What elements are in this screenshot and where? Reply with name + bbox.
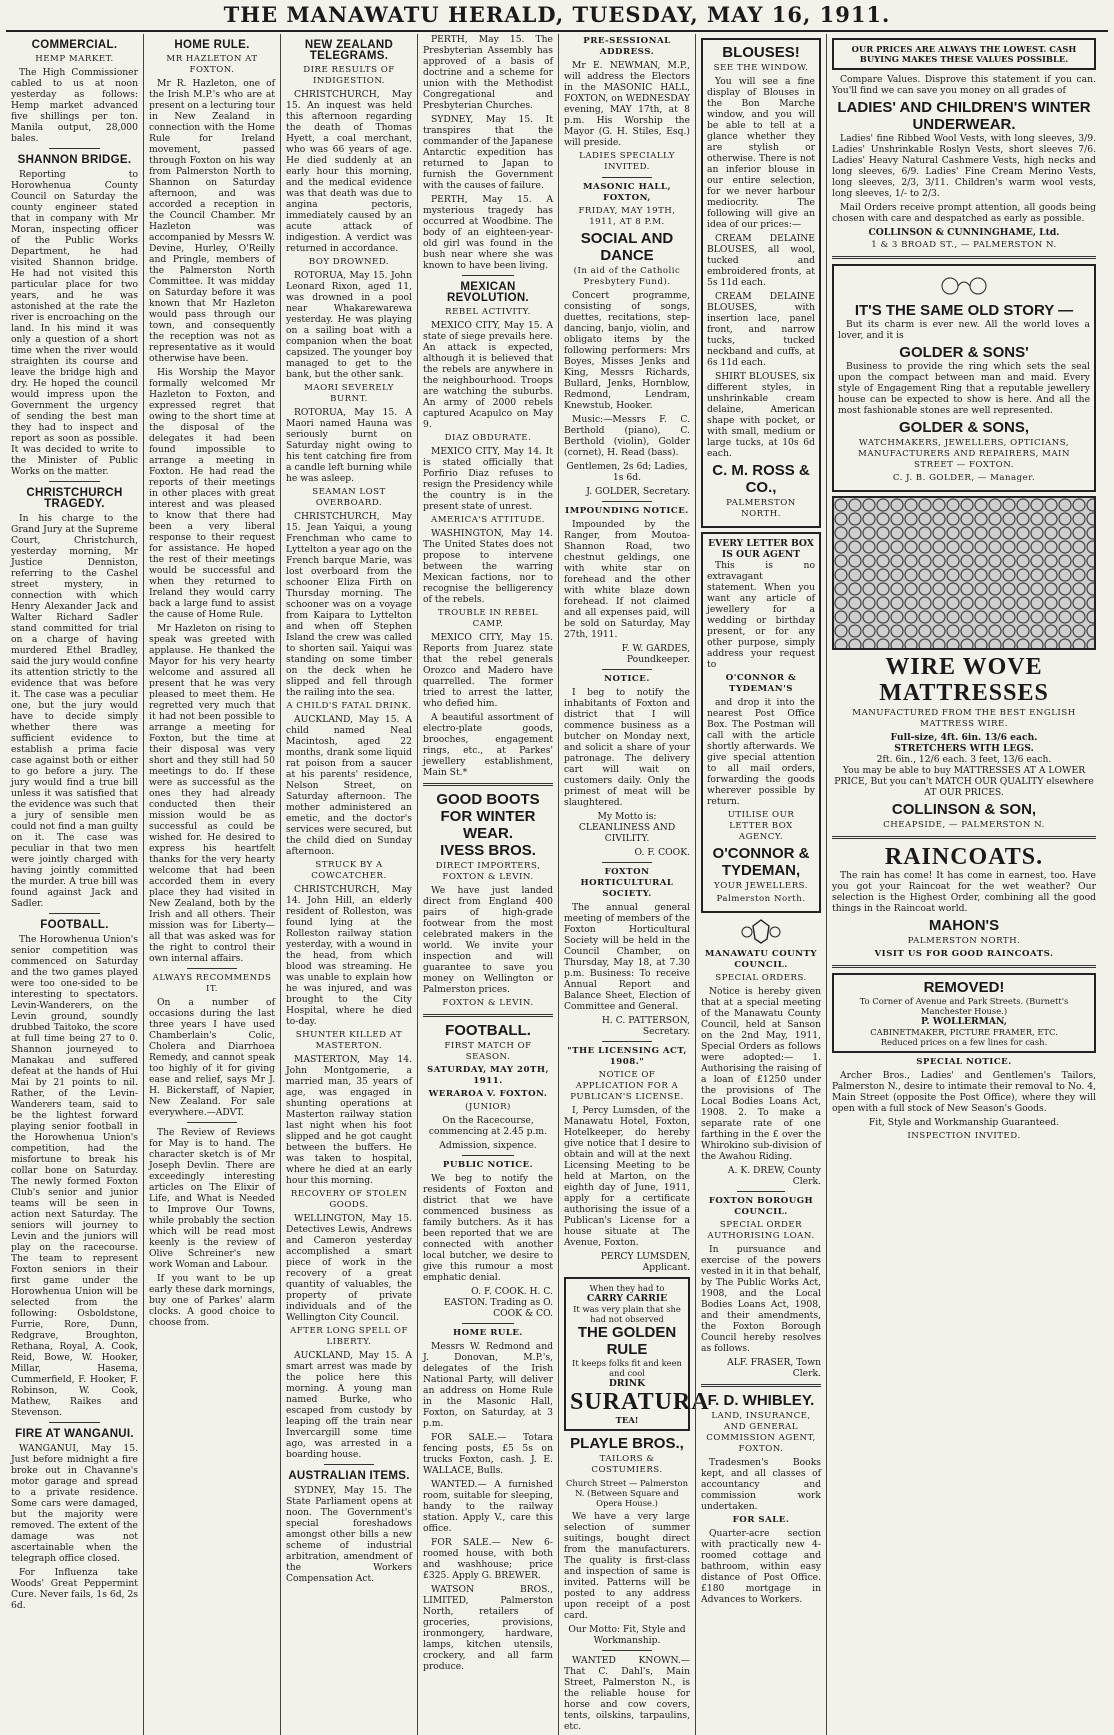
football-ad-match: WERAROA V. FOXTON. [428,1089,548,1099]
suratura-brand: SURATURA [570,1389,710,1415]
wollerman-name: P. WOLLERMAN, [921,1016,1007,1027]
column-4 [417,34,558,1735]
ross-name: C. M. ROSS & CO., [712,462,810,496]
golder-ad [832,264,1096,492]
public-notice-heading: PUBLIC NOTICE. [442,1160,534,1170]
wire-mattress-text: You may be able to buy MATTRESSES AT A LOWER PRICE, But you can't MATCH OUR QUALITY elsewhere AT OUR PRICES. [834,765,1094,798]
seaman-text: CHRISTCHURCH, May 15. Jean Yaiqui, a young Frenchman who came to Lyttelton a year ago on the French barque Marie, was lost overboard from the schooner Eliza Firth on Thursday morning. The schooner was on a voyage from Kaipara to Lyttelton and when off Stephen Island the crew was called to shorten sail. Yaiqui was standing on some timber on the deck when he slipped and fell through the railing into the sea. [286,511,412,698]
masthead: THE MANAWATU HERALD, TUESDAY, MAY 16, 1911. [6,0,1108,32]
prices-box [832,38,1096,70]
blouses-title: BLOUSES! [722,44,800,61]
divider [49,148,100,149]
licensing-subheading: NOTICE OF APPLICATION FOR A PUBLICAN'S LICENSE. [570,1070,684,1102]
maori-burnt-subheading: MAORI SEVERELY BURNT. [304,383,394,404]
raincoats-title: RAINCOATS. [884,844,1044,870]
indigestion-text: CHRISTCHURCH, May 15. An inquest was held this afternoon regarding the death of Thomas Hyett, a coal merchant, who was 66 years of age. He died suddenly at an early hour this morning, and the medical evidence was that death was due to angina pectoris, immediately caused by an acute attack of indigestion. A verdict was returned in accordance. [286,89,412,254]
carrie-line-2: CARRY CARRIE [586,1293,668,1304]
blouse-item-1: CREAM DELAINE BLOUSES, all wool, tucked and embroidered fronts, at 5s 11d each. [707,233,815,288]
christchurch-tragedy-heading: CHRISTCHURCH TRAGEDY. [26,487,123,510]
football-heading: FOOTBALL. [40,919,109,931]
divider [324,1464,374,1465]
rebel-subheading: REBEL ACTIVITY. [445,307,531,317]
borough-heading: FOXTON BOROUGH COUNCIL. [708,1196,814,1217]
rebel-text: MEXICO CITY, May 15. A state of siege prevails here. An attack is expected, although it is believed that the rebels are anywhere in the neighbourhood. Troops are watching the suburbs. An army of 2000 rebels captured Acapulco on May 9. [423,320,553,430]
home-rule-text-1: Mr R. Hazleton, one of the Irish M.P.'s who are at present on a lecturing tour in New Zealand in connection with the Home Rule for Ireland movement, passed through Foxton on his way from Palmerston North to Shannon on Saturday afternoon, and was accorded a reception in the Council Chamber. Mr Hazleton was accompanied by Messrs W. Devine, Hurley, O'Reilly and Pringle, members of the Palmerston North Committee. It was midday on Saturday before it was known that Mr Hazleton would pass through our town, and consequently the reception was not as representative as it would otherwise have been. [149,78,275,364]
county-heading: MANAWATU COUNTY COUNCIL. [704,949,818,970]
football-ad-admission: Admission, sixpence. [439,1140,537,1151]
horticultural-heading: FOXTON HORTICULTURAL SOCIETY. [580,867,674,899]
column-7 [826,34,1101,1735]
boots-text: We have just landed direct from England 400 pairs of high-grade footwear from the most celebrated makers in the world. We invite your inspection and will guarantee to save you money on Wellington or Palmerston prices. [423,885,553,995]
removed-ad [832,973,1096,1053]
wollerman-subtitle: CABINETMAKER, PICTURE FRAMER, ETC. [870,1027,1058,1037]
parkes-clock-text: If you want to be up early these dark mornings, buy one of Parkes' alarm clocks. A good choice to choose from. [149,1273,275,1328]
blouse-item-3: SHIRT BLOUSES, six different styles, in unshrinkable cream delaine, American shape with pocket, or with small, medium or large tucks, at 10s 6d each. [707,371,815,459]
mahons-place: PALMERSTON NORTH. [907,936,1021,946]
suratura-tea-ad [564,1277,710,1431]
australian-heading: AUSTRALIAN ITEMS. [288,1470,410,1482]
trouble-text: MEXICO CITY, May 15. Reports from Juarez state that the rebel generals Orozco and Madero have quarrelled. The former tried to arrest the latter, who defied him. [423,632,553,709]
maori-burnt-text: ROTORUA, May 15. A Maori named Hauna was seriously burnt on Saturday night owing to his tent catching fire from a candle left burning while he was asleep. [286,407,412,484]
letterbox-text: This is no extravagant statement. When you want any article of jewellery for a wedding or birthday present, or for any other purpose, simply address your request to [707,560,815,670]
social-dance-text: Concert programme, consisting of songs, duettes, recitations, step-dancing, banjo, violin, and obligato items by the following performers: Mrs Boyes, Misses Jenks and King, Messrs Richards, Bullard, Jenks, Hornblow, Redmond, Lendram, Knewstub, Hooker. [564,290,690,411]
divider [462,1155,514,1156]
football-ad-date: SATURDAY, MAY 20TH, 1911. [427,1065,549,1086]
special-notice-text: Archer Bros., Ladies' and Gentlemen's Tailors, Palmerston N., desire to intimate their removal to No. 4, Main Street (opposite the Post Office), where they will open with a full stock of New Season's Goods. [832,1070,1096,1114]
ladies-invited: LADIES SPECIALLY INVITED. [579,151,675,172]
old-story-text: But its charm is ever new. All the world loves a lover, and it is [838,319,1090,341]
borough-text: In pursuance and exercise of the powers vested in it in that behalf, by The Public Works Act, 1908, and the Local Bodies Loans Act, 1908, and their amendments, the Foxton Borough Council hereby resolves as follows. [701,1244,821,1354]
divider [187,1122,237,1123]
underwear-items: Ladies' fine Ribbed Wool Vests, with long sleeves, 3/9. Ladies' Unshrinkable Roslyn Vests, short sleeves 7/6. Ladies' Heavy Natural Cashmere Vests, high necks and long sleeves, 6/9. Ladies' Fine Cream Merino Vests, long sleeves, 2/3, 3/11. Children's warm wool vests, long sleeves, 1/- to 2/3. [832,133,1096,199]
removed-title: REMOVED! [923,979,1005,996]
divider [462,275,514,276]
hemp-market-subheading: HEMP MARKET. [35,54,114,64]
divider [832,256,1096,259]
america-subheading: AMERICA'S ATTITUDE. [430,515,546,525]
seaman-subheading: SEAMAN LOST OVERBOARD. [312,487,386,508]
underwear-title: LADIES' AND CHILDREN'S WINTER UNDERWEAR. [837,99,1091,133]
divider [602,1041,652,1042]
football-ad-title: FOOTBALL. [445,1022,531,1039]
perth-text: PERTH, May 15. The Presbyterian Assembly has approved of a basis of doctrine and a scheme for union with the Methodist Congregational and Presbyterian Churches. [423,34,553,111]
liberty-text: AUCKLAND, May 15. A smart arrest was made by the police here this morning. A young man named Burke, who escaped from custody by leaping off the train near Invercargill some time ago, was arrested in a boarding house. [286,1350,412,1460]
home-rule-ad-text: Messrs W. Redmond and J. Donovan, M.P.'s, delegates of the Irish National Party, will deliver an address on Home Rule in the Masonic Hall, Foxton, on Saturday, at 3 p.m. [423,1341,553,1429]
playle-motto: Our Motto: Fit, Style and Workmanship. [568,1624,686,1646]
wanted-known-text: WANTED KNOWN.— That C. Dahl's, Main Street, Palmerston N., is the reliable house for horse and cow covers, tents, oilskins, tarpaulins, etc. [564,1655,690,1732]
mahons-name: MAHON'S [928,917,1000,934]
prices-banner: OUR PRICES ARE ALWAYS THE LOWEST. CASH BUYING MAKES THESE VALUES POSSIBLE. [851,44,1077,64]
telegrams-heading: NEW ZEALAND TELEGRAMS. [304,39,394,62]
divider [49,913,100,914]
impounding-text: Impounded by the Ranger, from Moutoa-Shannon Road, two chestnut geldings, one with white star on forehead and the other with white blaze down forehead. If not claimed and all expenses paid, will be sold on Saturday, May 27th, 1911. [564,519,690,640]
impounding-heading: IMPOUNDING NOTICE. [565,506,689,516]
horticultural-signature: H. C. PATTERSON, Secretary. [601,1015,690,1037]
social-dance-prices: Gentlemen, 2s 6d; Ladies, 1s 6d. [566,461,688,483]
recommends-text: On a number of occasions during the last three years I have used Chamberlain's Colic, Cholera and Diarrhoea Remedy, and cannot speak too highly of it for giving ease and relief, says Mr J. H. Bickerstaff, of Napier, New Zealand. For sale everywhere.—ADVT. [149,997,275,1118]
divider [49,481,100,482]
football-text: The Horowhenua Union's senior competition was commenced on Saturday and the two games played were too one-sided to be interesting to spectators. Levin-Wanderers, on the Levin ground, soundly drubbed Taitoko, the score at full time being 27 to 0. Shannon journeyed to Manakau and suffered defeat at the hands of Hui Mai by 21 points to nil. Rather, of the Levin-Wanderers team, said to be the lightest forward playing senior football in the Horowhenua Union's competition, had the misfortune to break his collar bone on Saturday. The newly formed Foxton Club's senior and junior teams will be seen in action next Saturday. The seniors will journey to Levin and the juniors will play on the racecourse. The team to represent Foxton seniors in their first game under the Horowhenua Union will be selected from the following: Osboldstone, Furrie, Rore, Dunn, Redgrave, Broughton, Rethana, Royal, A. Cook, Reid, Bowe, W. Hooker, Millar, Hasema, Cummerfield, F. Hooker, F. Robinson, W. Cook, Mathew, Raikes and Stevenson. [11,934,138,1418]
special-notice-invite: INSPECTION INVITED. [907,1131,1021,1141]
home-rule-text-2: His Worship the Mayor formally welcomed Mr Hazleton to Foxton, and expressed regret that owing to the short time at the disposal of the delegates it had been found impossible to arrange a meeting in Foxton. He had read the reports of their meetings in other places with great interest and was pleased to know that there had been a very liberal response to their request for assistance. He hoped the rest of their meetings would be successful and when they returned to Ireland they would carry back a large fund to assist the cause of Home Rule. [149,367,275,620]
wire-mattress-full-size: Full-size, 4ft. 6in. 13/6 each. [890,732,1038,743]
golder-footer-sub: WATCHMAKERS, JEWELLERS, OPTICIANS, MANUFACTURERS AND REPAIRERS, MAIN STREET — FOXTON. [858,438,1070,470]
ivess-name: IVESS BROS. [440,842,536,859]
social-dance-subtitle: (In aid of the Catholic Presbytery Fund). [573,266,681,287]
wire-mattress-title: WIRE WOVE MATTRESSES [879,654,1049,706]
review-text: The Review of Reviews for May is to hand. The character sketch is of Mr Joseph Devlin. There are exceedingly interesting articles on The Elixir of Life, and What is Needed to Improve Our Towns, while probably the section which will be read most keenly is the review of Olive Schreiner's new work Woman and Labour. [149,1127,275,1270]
football-ad-junior: (JUNIOR) [465,1102,511,1112]
boy-drowned-text: ROTORUA, May 15. John Leonard Rixon, aged 11, was drowned in a pool near Whakarewarewa yesterday. He was playing on a sailing boat with a companion when the boat capsized. The younger boy managed to get to the bank, but the other sank. [286,270,412,380]
good-boots-title: GOOD BOOTS FOR WINTER WEAR. [436,791,540,842]
carrie-line-3: It was very plain that she had not observed [573,1304,681,1324]
wire-mattress-subtitle: MANUFACTURED FROM THE BEST ENGLISH MATTRESS WIRE. [852,708,1076,729]
impounding-signature: F. W. GARDES, Poundkeeper. [621,643,690,665]
cowcatcher-text: CHRISTCHURCH, May 14. John Hill, an elderly resident of Rolleston, was found lying at the Rolleston railway station yesterday, with a wound in the head, from which blood was streaming. He was unable to explain how he was injured, and was brought to the City Hospital, where he died to-day. [286,884,412,1027]
column-6 [695,34,826,1735]
ivess-footer: FOXTON & LEVIN. [442,998,534,1008]
whibley-for-sale: FOR SALE. [732,1515,790,1525]
hemp-market-text: The High Commissioner cabled to us at noon yesterday as follows: Hemp market advanced five shillings per ton. Manila output, 28,000 bales. [11,67,138,144]
coat-of-arms-icon [739,917,783,945]
trouble-subheading: TROUBLE IN REBEL CAMP. [437,608,539,629]
blouses-subtitle: SEE THE WINDOW. [713,63,809,73]
football-ad-venue: On the Racecourse, commencing at 2.45 p.m. [428,1115,548,1137]
divider [701,1384,821,1387]
divider [423,1014,553,1017]
golden-rule: THE GOLDEN RULE [577,1324,677,1358]
county-signature: A. K. DREW, County Clerk. [727,1165,821,1187]
public-notice-text: We beg to notify the residents of Foxton and district that we have commenced business as family butchers. As it has been reported that we are connected with another local butcher, we desire to give this rumour a most emphatic denial. [423,1173,553,1283]
drink-label: DRINK [608,1378,646,1389]
newspaper-columns [6,34,1108,1732]
playle-name: PLAYLE BROS., [570,1435,684,1452]
special-notice-motto: Fit, Style and Workmanship Guaranteed. [868,1117,1060,1128]
diaz-text: MEXICO CITY, May 14. It is stated officially that Porfirio Diaz refuses to resign the Presidency while the country is in the present state of unrest. [423,446,553,512]
letterbox-name: O'CONNOR & TYDEMAN'S [725,673,797,694]
licensing-signature: PERCY LUMSDEN, Applicant. [600,1251,690,1273]
horticultural-text: The annual general meeting of members of the Foxton Horticultural Society will be held in the Council Chamber, on Thursday, May 18, at 7.30 p.m. Business: To receive Annual Report and Balance Sheet, Election of Committee and General. [564,902,690,1012]
whibley-text: Tradesmen's Books kept, and all classes of accountancy and commission work undertaken. [701,1457,821,1512]
social-dance-signature: J. GOLDER, Secretary. [586,486,690,497]
home-rule-ad-heading: HOME RULE. [453,1328,523,1338]
mexican-heading: MEXICAN REVOLUTION. [447,281,529,304]
licensing-text: I, Percy Lumsden, of the Manawatu Hotel, Foxton, Hotelkeeper, do hereby give notice that I desire to obtain and will at the next Licensing Meeting to be held at Marton, on the eighth day of June, 1911, apply for a certificate authorising the issue of a Publican's License for a house situate at The Avenue, Foxton. [564,1105,690,1248]
cowcatcher-subheading: STRUCK BY A COWCATCHER. [311,860,387,881]
boy-drowned-subheading: BOY DROWNED. [308,257,390,267]
commercial-heading: COMMERCIAL. [31,39,118,51]
pre-sessional-heading: PRE-SESSIONAL ADDRESS. [583,36,671,57]
notice-motto: My Motto is: CLEANLINESS AND CIVILITY. [578,811,676,844]
mail-orders-text: Mail Orders receive prompt attention, all goods being chosen with care and despatched as early as possible. [832,202,1096,224]
fire-heading: FIRE AT WANGANUI. [15,1428,134,1440]
notice-signature: O. F. COOK. [634,847,690,858]
special-notice-heading: SPECIAL NOTICE. [916,1057,1012,1067]
column-5 [558,34,710,1735]
public-notice-signature: O. F. COOK. H. C. EASTON. Trading as O. COOK & CO. [443,1286,553,1319]
liberty-subheading: AFTER LONG SPELL OF LIBERTY. [290,1326,408,1347]
sydney-text: SYDNEY, May 15. It transpires that the commander of the Japanese Antarctic expedition has returned to Japan to furnish the Government with the causes of failure. [423,114,553,191]
golder-name: GOLDER & SONS' [899,344,1029,361]
whibley-sale-text: Quarter-acre section with practically new 4-roomed cottage and bathroom, within easy distance of Post Office. £180 mortgage in Advances to Workers. [701,1528,821,1605]
football-ad-subtitle: FIRST MATCH OF SEASON. [444,1041,532,1062]
masonic-hall-heading: MASONIC HALL, FOXTON, [583,182,671,203]
golder-manager: C. J. B. GOLDER, — Manager. [892,473,1036,483]
carrie-line-1: When they had to [589,1283,665,1293]
collinson-son-name: COLLINSON & SON, [891,801,1037,818]
ivess-subtitle: DIRECT IMPORTERS, FOXTON & LEVIN. [435,861,541,882]
divider [602,501,652,502]
column-1 [6,34,143,1735]
golder-text: Business to provide the ring which sets the seal upon the compact between man and maid. Every style of Engagement Ring that a reputable jewellery house can be expected to show is here. And all the most fashionable stones are well represented. [838,361,1090,416]
removed-text: To Corner of Avenue and Park Streets. (Burnett's Manchester House.) [859,996,1069,1016]
influenza-ad: For Influenza take Woods' Great Peppermint Cure. Never fails, 1s 6d, 2s 6d. [11,1567,138,1611]
notice-heading: NOTICE. [604,674,650,684]
home-rule-text-3: Mr Hazleton on rising to speak was greeted with applause. He thanked the Mayor for his very hearty welcome and assured all present that he was very pleased to meet them. He regretted very much that it had not been possible to arrange a meeting for Foxton, but the time at their disposal was very short and they still had 50 meetings to do. If these were as successful as the ones they had already conducted then their mission would be as successful as could be wished for. He desired to express his heartfelt thanks for the very hearty welcome that had been accorded them in every place they had visited in New Zealand, both by the Irish and all others. Their mission was for Liberty—all that was asked was for the right to control their own internal affairs. [149,623,275,964]
letterbox-text-2: and drop it into the nearest Post Office Box. The Postman will call with the article shortly afterwards. We give special attention to all mail orders, forwarding the goods wherever possible by return. [707,697,815,807]
mahons-visit: VISIT US FOR GOOD RAINCOATS. [874,949,1054,959]
playle-subtitle: TAILORS & COSTUMIERS. [591,1454,663,1475]
home-rule-heading: HOME RULE. [174,39,250,51]
divider [602,669,652,670]
blouses-text: You will see a fine display of Blouses in the Bon Marche window, and you will be able to tell at a glance whether they are stylish or otherwise. There is not an inferior blouse in our entire selection, for we never harbour mediocrity. The following will give an idea of our prices:— [707,76,815,230]
hazleton-subheading: MR HAZLETON AT FOXTON. [166,54,258,75]
child-drink-subheading: A CHILD'S FATAL DRINK. [286,701,412,711]
cool-line: It keeps folks fit and keen and cool [572,1358,682,1378]
diaz-subheading: DIAZ OBDURATE. [444,433,532,443]
australian-text: SYDNEY, May 15. The State Parliament opens at noon. The Government's special foreshadows amongst other bills a new scheme of industrial arbitration, amendment of the Workers Compensation Act. [286,1485,412,1584]
shannon-bridge-heading: SHANNON BRIDGE. [17,154,132,166]
cupids-icon [934,274,994,298]
divider [602,862,652,863]
social-dance-title: SOCIAL AND DANCE [580,230,674,264]
borough-signature: ALF. FRASER, Town Clerk. [727,1357,821,1379]
divider [602,177,652,178]
oconnor-place: Palmerston North. [716,894,806,904]
prices-text: Compare Values. Disprove this statement if you can. You'll find we can save you money on all grades of [832,74,1096,96]
fire-text: WANGANUI, May 15. Just before midnight a fire broke out in Chavanne's motor garage and spread to a private residence. Some cars were damaged, but the majority were removed. The extent of the damage was not ascertainable when the telegraph office closed. [11,1443,138,1564]
stolen-goods-subheading: RECOVERY OF STOLEN GOODS. [290,1189,408,1210]
blouses-ad [701,38,821,528]
divider [737,1191,785,1192]
watson-text: WATSON BROS., LIMITED, Palmerston North, retailers of groceries, provisions, ironmongery, hardware, lamps, kitchen utensils, crockery, and all farm produce. [423,1584,553,1672]
divider [49,1422,100,1423]
shunter-text: MASTERTON, May 14. John Montgomerie, a married man, 35 years of age, was engaged in shunting operations at Masterton railway station last night when his foot slipped and he got caught between the buffers. He was taken to hospital, where he died at an early hour this morning. [286,1054,412,1186]
column-2 [143,34,280,1735]
collinson-cunninghame-address: 1 & 3 BROAD ST., — PALMERSTON N. [871,240,1057,250]
indigestion-subheading: DIRE RESULTS OF INDIGESTION. [303,65,395,86]
divider [187,968,237,969]
wollerman-reduced: Reduced prices on a few lines for cash. [880,1037,1048,1047]
column-3 [280,34,417,1735]
for-sale-house-text: FOR SALE.— New 6-roomed house, with both and washhouse; price £325. Apply G. BREWER. [423,1537,553,1581]
divider [832,836,1096,839]
borough-subheading: SPECIAL ORDER AUTHORISING LOAN. [707,1220,815,1241]
newman-text: Mr E. NEWMAN, M.P., will address the Electors in the MASONIC HALL, FOXTON, on WEDNESDAY evening, MAY 17th, at 8 p.m. His Worship the Mayor (G. H. Stiles, Esq.) will preside. [564,60,690,148]
christchurch-tragedy-text: In his charge to the Grand Jury at the Supreme Court, Christchurch, yesterday morning, Mr Justice Denniston, referring to the Cashel street mystery, in connection with which Henry Alexander Jack and Walter Richard Sadler stand committed for trial on a charge of having murdered Ethel Bradley, said the jury would confine its attention strictly to the evidence that was before it. The case was a peculiar one, but the jury would have to decide simply whether there was sufficient evidence to establish a prima facie case against both or either to go before a jury. The jury would find a true bill unless it was satisfied that the evidence was such that a jury of sensible men could not find a man guilty on it. The case was peculiar in that two men were jointly charged with having jointly committed the murder. A true bill was found against Jack and Sadler. [11,513,138,909]
america-text: WASHINGTON, May 14. The United States does not propose to intervene between the warring Mexican factions, nor to recognise the belligerency of the rebels. [423,528,553,605]
county-subheading: SPECIAL ORDERS. [715,973,807,983]
social-dance-music: Music:—Messrs F. C. Berthold (piano), C. Berthold (violin), Golder (cornet), H. Read (bass). [564,414,690,458]
playle-address: Church Street — Palmerston N. (Between Square and Opera House.) [566,1478,688,1508]
wire-mattress-illustration [832,496,1096,650]
notice-text: I beg to notify the inhabitants of Foxton and district that I will commence business as a butcher on Monday next, and solicit a share of your patronage. The delivery cart will wait on customers daily. Only the primest of meat will be slaughtered. [564,687,690,808]
for-sale-text: FOR SALE.— Totara fencing posts, £5 5s on trucks Foxton, cash. J. E. WALLACE, Bulls. [423,1432,553,1476]
oconnor-name: O'CONNOR & TYDEMAN, [712,845,810,879]
stretchers-title: STRETCHERS WITH LEGS. [894,743,1034,754]
masonic-date: FRIDAY, MAY 19TH, 1911, AT 8 P.M. [578,206,676,227]
wanted-text: WANTED.— A furnished room, suitable for sleeping, handy to the railway station. Apply V., care this office. [423,1479,553,1534]
shunter-subheading: SHUNTER KILLED AT MASTERTON. [295,1030,403,1051]
tea-label: TEA! [615,1415,639,1425]
parkes-jewellery-ad: A beautiful assortment of electro-plate goods, brooches, engagement rings, etc., at Parkes' jewellery establishment, Main St.* [423,712,553,778]
letter-box-ad [701,532,821,913]
child-drink-text: AUCKLAND, May 15. A child named Neal Macintosh, aged 22 months, drank some liquid rat poison from a saucer at his parents' residence, Nelson Street, on Saturday afternoon. The mother administered an emetic, and the doctor's services were secured, but the child died on Sunday afternoon. [286,714,412,857]
old-story-title: IT'S THE SAME OLD STORY — [854,302,1074,319]
stretchers-price: 2ft. 6in., 12/6 each. 3 feet, 13/6 each. [876,754,1052,765]
stolen-goods-text: WELLINGTON, May 15. Detectives Lewis, Andrews and Cameron yesterday accomplished a smart piece of work in the recovery of a great quantity of valuables, the property of private individuals and of the Wellington City Council. [286,1213,412,1323]
recommends-heading: ALWAYS RECOMMENDS IT. [152,973,272,994]
playle-text: We have a very large selection of summer suitings, bought direct from the manufacturers. The quality is first-class and inspection of same is invited. Patterns will be posted to any address upon receipt of a post card. [564,1511,690,1621]
perth-tragedy-text: PERTH, May 15. A mysterious tragedy has occurred at Woodbine. The body of an eighteen-year-old girl was found in the bush near where she was known to have been living. [423,194,553,271]
shannon-bridge-text: Reporting to Horowhenua County Council on Saturday the county engineer stated that in company with Mr Moran, inspecting officer of the Public Works Department, he had visited Shannon bridge. He had not visited this particular place for two years, and he was astonished at the rate the river is encroaching on the land. In his mind it was only a question of a short time when the river would straighten its course and leave the bridge high and dry. He hoped the council would impress upon the Government the urgency of sending the best man they had to inspect and report as soon as possible. It was decided to write to the Minister of Public Works on the matter. [11,169,138,477]
raincoats-text: The rain has come! It has come in earnest, too. Have you got your Raincoat for the wet weather? Our selection is the Highest Order, combining all the good things in the Raincoat world. [832,870,1096,914]
ross-place: PALMERSTON NORTH. [726,498,796,519]
divider [832,965,1096,968]
whibley-subtitle: LAND, INSURANCE, AND GENERAL COMMISSION AGENT, FOXTON. [706,1411,816,1454]
blouse-item-2: CREAM DELAINE BLOUSES, with insertion lace, panel front, and narrow tucks, tucked neckband and cuffs, at 6s 11d each. [707,291,815,368]
whibley-name: F. D. WHIBLEY. [707,1392,815,1409]
letterbox-utilise: UTILISE OUR LETTER BOX AGENCY. [727,810,795,842]
oconnor-subtitle: YOUR JEWELLERS. [714,881,808,891]
divider [423,783,553,786]
divider [462,1323,514,1324]
licensing-heading: "THE LICENSING ACT, 1908." [567,1046,687,1067]
collinson-cunninghame-name: COLLINSON & CUNNINGHAME, Ltd. [868,227,1060,238]
letterbox-title: EVERY LETTER BOX IS OUR AGENT [708,538,814,560]
county-text: Notice is hereby given that at a special meeting of the Manawatu County Council, held at Sanson on the 2nd May, 1911, Special Orders as follows were adopted:— 1. Authorising the raising of a loan of £1250 under the provisions of The Local Bodies Loans Act, 1908. 2. To make a separate rate of one farthing in the £ over the Whirokino sub-division of the Awahou Riding. [701,986,821,1162]
golder-footer: GOLDER & SONS, [898,419,1029,436]
divider [602,1650,652,1651]
collinson-son-address: CHEAPSIDE, — PALMERSTON N. [883,820,1045,830]
